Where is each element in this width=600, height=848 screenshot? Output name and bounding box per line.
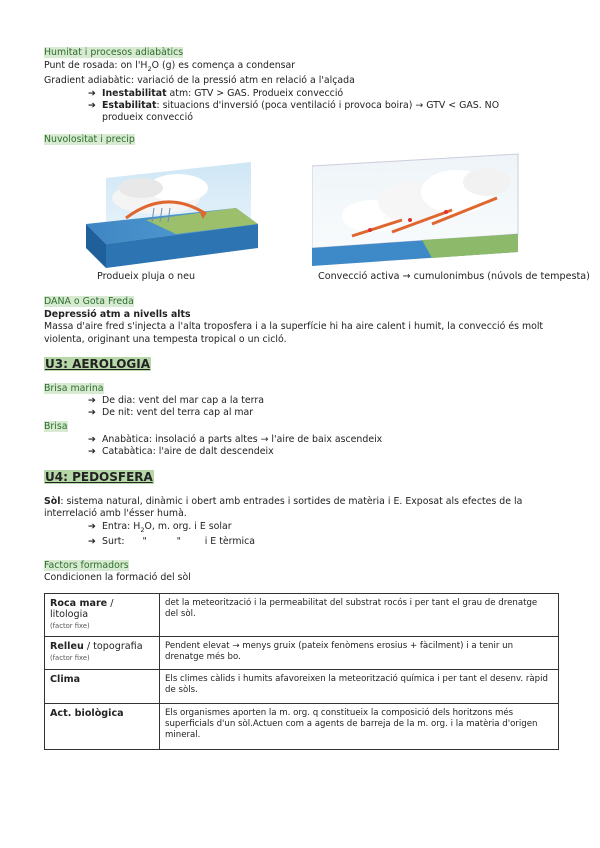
table-row: [45, 637, 559, 670]
figures-row: [44, 152, 564, 272]
bullet-anabatica: ➔ Anabàtica: insolació a parts altes → l'aire de baix ascendeix: [88, 433, 383, 445]
factor-key: Relleu / topografia (factor fixe): [45, 637, 160, 670]
bullet-entra: ➔ Entra: $H_2O$, m. org. i E solar: [88, 521, 232, 534]
section-nuvolositat: [44, 134, 564, 147]
rosada-line: Punt de rosada: on $l'H_2O$ (g) es comença a condensar: [44, 59, 296, 73]
section-title: Humitat i procesos adiabàtics: [44, 47, 184, 58]
document-page: [44, 47, 590, 750]
table-row: [45, 670, 559, 704]
bullet-nit: ➔ De nit: vent del terra cap al mar: [88, 407, 254, 419]
u4-heading: U4: PEDOSFERA: [45, 469, 153, 484]
bullet-dia: ➔ De dia: vent del mar cap a la terra: [88, 395, 264, 407]
factors-title: Factors formadors: [44, 559, 129, 571]
bullet-inestabilitat: ➔ Inestabilitat atm: GTV > GAS. Produeix convecció: [88, 87, 344, 99]
brisa-title: Brisa: [44, 421, 68, 433]
section-humitat: [44, 47, 564, 60]
factor-key: Act. biològica: [45, 704, 160, 750]
table-row: [45, 594, 559, 637]
brisa-marina-title: Brisa marina: [44, 382, 104, 394]
u3-heading: U3: AEROLOGIA: [45, 356, 151, 371]
gradient-line: Gradient adiabàtic: variació de la pressió atm en relació a l'alçada: [44, 75, 355, 87]
factors-subtitle: Condicionen la formació del sòl: [44, 572, 191, 584]
stratiform-cloud-figure: [86, 158, 258, 270]
bullet-estabilitat: ➔ Estabilitat: situacions d'inversió (poca ventilació i provoca boira) → GTV < GAS. NO produeix convecció: [88, 99, 500, 123]
factors-table: [44, 593, 559, 750]
figure1-caption: Produeix pluja o neu: [97, 271, 196, 282]
factor-value: Els climes càlids i humits afavoreixen la meteorització química i per tant el desenv. ràpid de sòls.: [160, 670, 559, 704]
section-title: Nuvolositat i precip: [44, 133, 135, 145]
dana-text: Massa d'aire fred s'injecta a l'alta troposfera i a la superfície hi ha aire calent i humit, la convecció és molt violenta, originant una tempesta tropical o un cicló.: [44, 321, 544, 346]
sol-definition: Sòl: sistema natural, dinàmic i obert amb entrades i sortides de matèria i E. Exposat als efectes de la interrelació amb l'ésser humà.: [44, 495, 523, 520]
table-row: [45, 704, 559, 750]
factor-key: Clima: [45, 670, 160, 704]
factor-key: Roca mare / litologia (factor fixe): [45, 594, 160, 637]
dana-bold: Depressió atm a nivells alts: [44, 308, 191, 320]
factor-value: det la meteorització i la permeabilitat del substrat rocós i per tant el grau de drenatge del sòl.: [160, 594, 559, 637]
factor-value: Els organismes aporten la m. org. q constitueix la composició dels horitzons més superficials d'un sòl.Actuen com a agents de barreja de la m. org. i la matèria d'origen mineral.: [160, 704, 559, 750]
dana-title: DANA o Gota Freda: [44, 296, 134, 308]
convection-cloud-figure: [312, 152, 522, 270]
bullet-surt: ➔ Surt: " " i E tèrmica: [88, 535, 255, 547]
figure2-caption: Convecció activa → cumulonimbus (núvols de tempesta): [318, 271, 590, 282]
bullet-catabatica: ➔ Catabàtica: l'aire de dalt descendeix: [88, 445, 274, 457]
factor-value: Pendent elevat → menys gruix (pateix fenòmens erosius + fàcilment) i a tenir un drenatge més bo.: [160, 637, 559, 670]
